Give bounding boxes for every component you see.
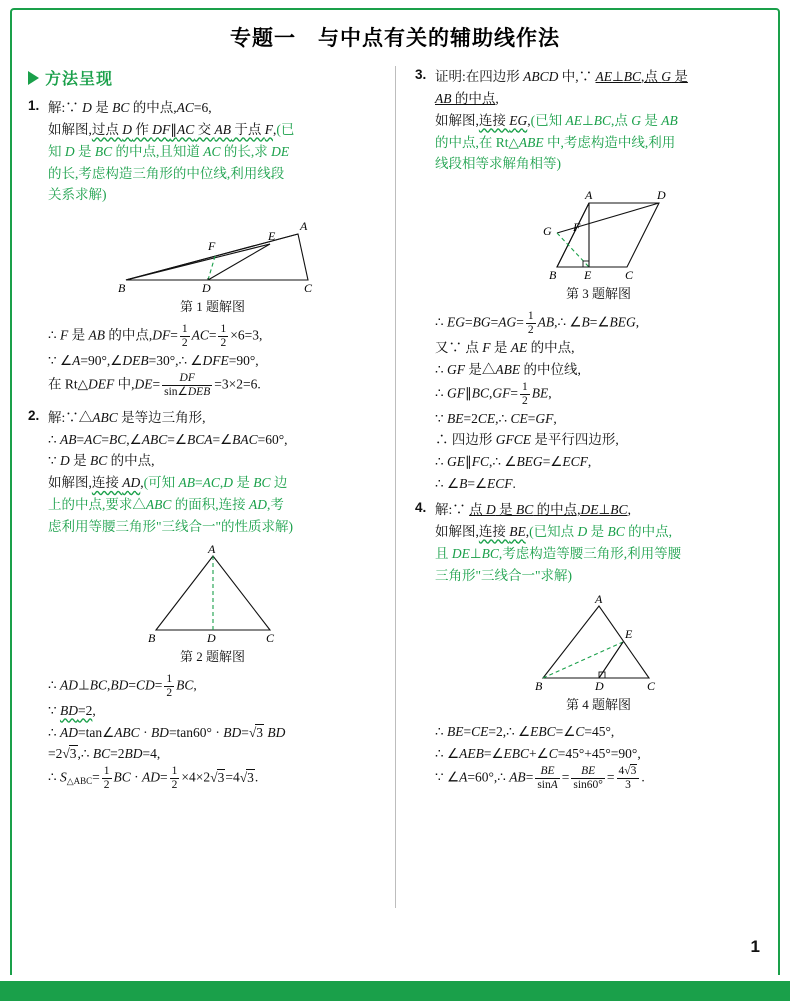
item-line: 又∵ 点 F 是 AE 的中点, xyxy=(435,340,575,356)
figure-caption: 第 4 题解图 xyxy=(565,697,631,713)
item-line: ∴ AD=tan∠ABC · BD=tan60° · BD=√3 BD xyxy=(48,724,286,740)
two-column-layout xyxy=(28,66,762,934)
item-line: 证明:在四边形 ABCD 中,∵ AE⊥BC,点 G 是 xyxy=(435,69,688,84)
page-title xyxy=(0,22,790,52)
item-line: ∵ D 是 BC 的中点, xyxy=(48,453,155,469)
figure-3-svg xyxy=(499,181,699,281)
item-line: 关系求解) xyxy=(48,187,107,203)
item-line: 如解图,连接 AD,(可知 AB=AC,D 是 BC 边 xyxy=(48,475,288,491)
item-line: 如解图,连接 EG,(已知 AE⊥BC,点 G 是 AB xyxy=(435,112,678,128)
svg-text:A: A xyxy=(584,188,592,203)
item-body xyxy=(435,499,762,792)
figure-caption: 第 1 题解图 xyxy=(179,299,245,315)
svg-text:E: E xyxy=(267,229,275,244)
item-line: 三角形"三线合一"求解) xyxy=(435,567,573,583)
svg-text:B: B xyxy=(548,268,556,282)
flag-icon xyxy=(28,71,39,85)
item-line: ∴ ∠AEB=∠EBC+∠C=45°+45°=90°, xyxy=(435,746,641,762)
item-number: 4. xyxy=(415,500,427,515)
svg-text:B: B xyxy=(147,630,155,644)
svg-text:D: D xyxy=(206,630,216,644)
svg-text:E: E xyxy=(583,268,591,282)
list-item xyxy=(28,407,377,792)
item-line: ∵ ∠A=90°,∠DEB=30°,∴ ∠DFE=90°, xyxy=(48,353,259,369)
item-line: ∴ AB=AC=BC,∠ABC=∠BCA=∠BAC=60°, xyxy=(48,431,288,447)
item-body xyxy=(48,97,377,399)
item-line: =2√3,∴ BC=2BD=4, xyxy=(48,746,161,762)
figure-caption: 第 2 题解图 xyxy=(179,648,245,664)
item-line: 解:∵△ABC 是等边三角形, xyxy=(48,409,206,425)
item-line: 上的中点,要求△ABC 的面积,连接 AD,考 xyxy=(48,497,284,513)
item-line: ∴ GF∥BC,GF= $\frac{1}{2}$ BE, xyxy=(435,380,552,407)
figure-1 xyxy=(48,212,377,294)
item-line: ∴ GF 是△ABE 的中位线, xyxy=(435,361,581,377)
svg-text:F: F xyxy=(572,220,580,235)
item-line: 知 D 是 BC 的中点,且知道 AC 的长,求 DE xyxy=(48,143,290,159)
item-line: 线段相等求解角相等) xyxy=(435,156,561,172)
svg-text:E: E xyxy=(624,627,632,642)
item-line: 的长,考虑构造三角形的中位线,利用线段 xyxy=(48,165,285,181)
figure-4 xyxy=(435,592,762,692)
svg-text:D: D xyxy=(656,188,666,203)
item-line: ∴ 四边形 GFCE 是平行四边形, xyxy=(435,432,619,448)
item-number: 2. xyxy=(28,407,40,423)
item-line: 的中点,在 Rt△ABE 中,考虑构造中线,利用 xyxy=(435,134,676,150)
svg-text:C: C xyxy=(303,281,312,295)
item-line: ∵ BD=2, xyxy=(48,702,96,718)
item-line: 虑利用等腰三角形"三线合一"的性质求解) xyxy=(48,519,294,534)
item-line: ∴ F 是 AB 的中点,DF= $\frac{1}{2}$ AC= $\frac{1}{2}$ ×6=3, xyxy=(48,323,263,350)
item-line: 如解图,连接 BE,(已知点 D 是 BC 的中点, xyxy=(435,523,673,539)
footer-bar xyxy=(0,981,790,1001)
svg-text:B: B xyxy=(117,281,125,295)
list-item xyxy=(28,97,377,399)
item-number: 1. xyxy=(28,98,40,113)
item-body xyxy=(48,407,377,792)
svg-text:C: C xyxy=(646,679,655,693)
list-item xyxy=(415,66,762,495)
list-item xyxy=(415,499,762,792)
svg-text:G: G xyxy=(542,224,552,239)
svg-text:F: F xyxy=(207,239,215,254)
svg-text:D: D xyxy=(201,281,211,295)
figure-3 xyxy=(435,181,762,281)
item-line: ∴ BE=CE=2,∴ ∠EBC=∠C=45°, xyxy=(435,724,615,740)
svg-text:A: A xyxy=(207,543,215,556)
figure-2 xyxy=(48,544,377,644)
item-line: 解:∵ D 是 BC 的中点,AC=6, xyxy=(48,100,212,115)
item-line: ∴ ∠B=∠ECF. xyxy=(435,476,516,492)
item-line: 如解图,过点 D 作 DF∥AC 交 AB 于点 F,(已 xyxy=(48,121,295,137)
item-line: ∴ AD⊥BC,BD=CD= $\frac{1}{2}$ BC, xyxy=(48,672,197,699)
svg-text:C: C xyxy=(265,630,274,644)
left-column xyxy=(28,66,395,934)
figure-caption: 第 3 题解图 xyxy=(565,286,631,302)
page-title-text: 与中点有关的辅助线作法 xyxy=(318,27,560,50)
page-title-topic: 专题一 xyxy=(230,27,296,50)
svg-text:B: B xyxy=(534,679,542,693)
right-column xyxy=(395,66,762,934)
svg-text:C: C xyxy=(624,268,633,282)
page-number: 1 xyxy=(750,937,760,956)
figure-4-svg xyxy=(499,592,699,692)
svg-text:A: A xyxy=(299,219,307,234)
item-body xyxy=(435,66,762,495)
item-number: 3. xyxy=(415,67,427,82)
item-line: ∵ ∠A=60°,∴ AB= $\frac{BE}{\sin A}$ = $\frac{BE}{\sin 60^\circ}$ = $\frac{4√3}{3}$ . xyxy=(435,765,645,792)
figure-2-svg xyxy=(118,544,308,644)
item-line: 在 Rt△DEF 中,DE= $\frac{DF}{\text{sin∠DEB}}$ =3×2=6. xyxy=(48,371,261,398)
item-line: ∴ GE∥FC,∴ ∠BEG=∠ECF, xyxy=(435,454,592,470)
item-line: ∴ EG=BG=AG= $\frac{1}{2}$ AB,∴ ∠B=∠BEG, xyxy=(435,310,640,337)
item-line: 且 DE⊥BC,考虑构造等腰三角形,利用等腰 xyxy=(435,545,682,561)
item-line: ∵ BE=2CE,∴ CE=GF, xyxy=(435,410,557,426)
svg-text:A: A xyxy=(594,592,602,607)
item-line: AB 的中点, xyxy=(435,90,499,106)
svg-text:D: D xyxy=(594,679,604,693)
item-line: 解:∵ 点 D 是 BC 的中点,DE⊥BC, xyxy=(435,502,631,517)
section-header xyxy=(28,66,377,89)
section-title: 方法呈现 xyxy=(45,71,114,88)
item-line: ∴ $S_{\triangle ABC}=$ $\frac{1}{2}$ BC · AD= $\frac{1}{2}$ ×4×2√3=4√3. xyxy=(48,765,259,792)
figure-1-svg xyxy=(98,212,328,294)
